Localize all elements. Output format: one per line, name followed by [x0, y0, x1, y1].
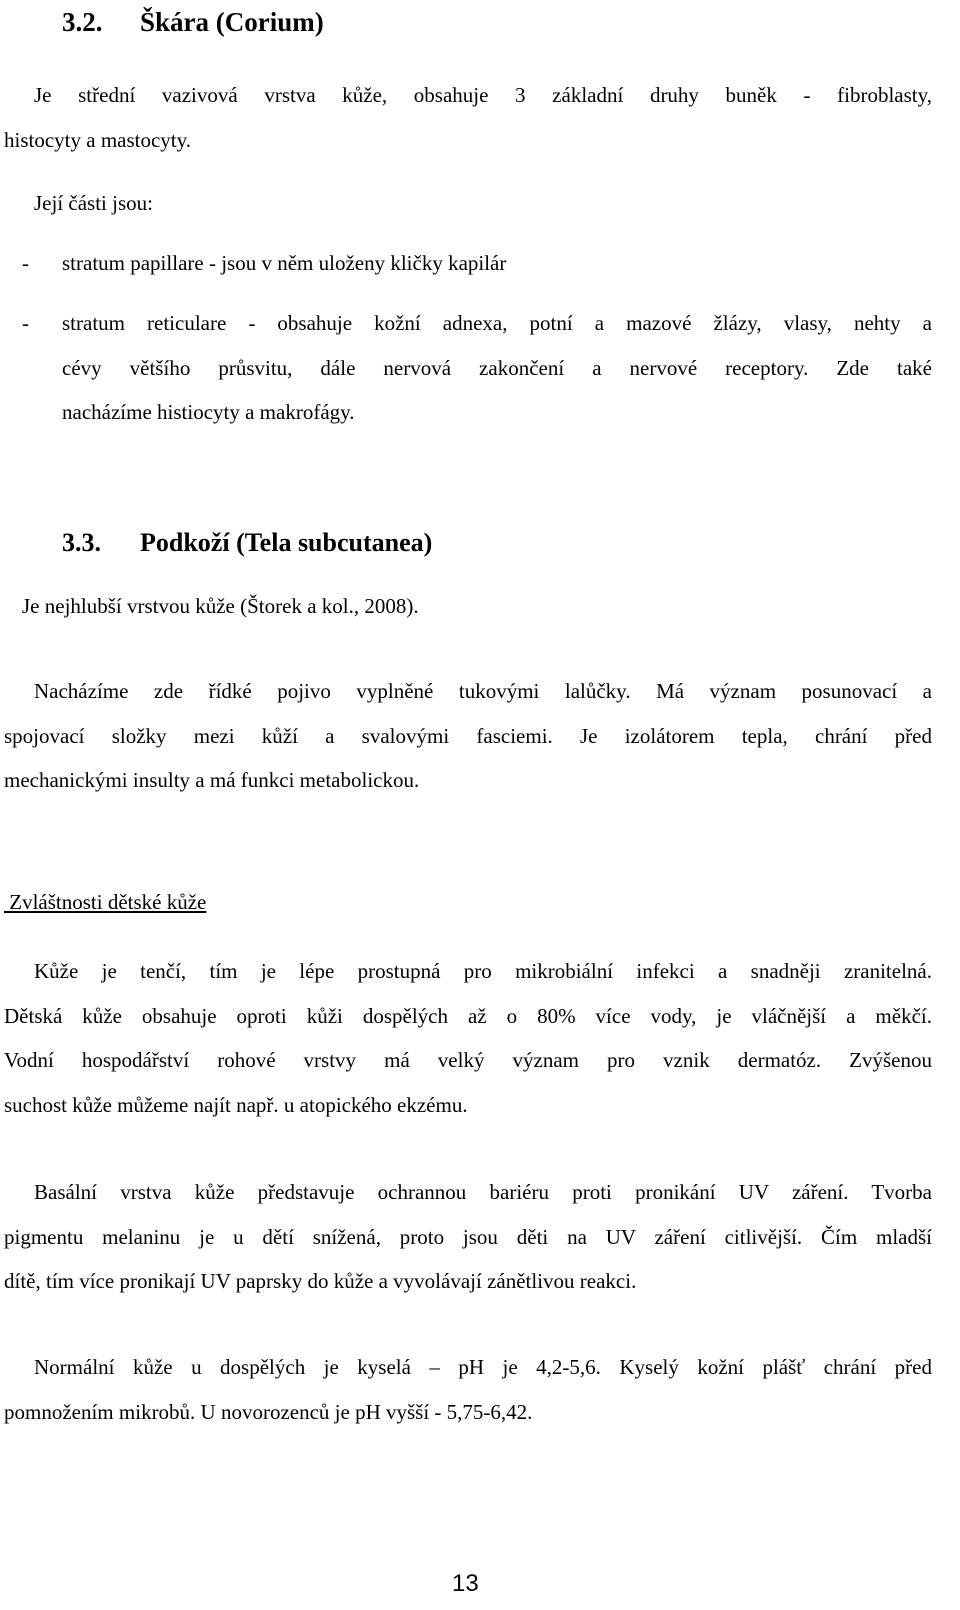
text-line: pomnožením mikrobů. U novorozenců je pH vyšší - 5,75-6,42. [4, 1399, 533, 1424]
text-line: Basální vrstva kůže představuje ochrannou bariéru proti pronikání UV záření. Tvorba [34, 1180, 932, 1204]
paragraph-corium-intro [4, 73, 932, 162]
text-line: nacházíme histiocyty a makrofágy. [62, 400, 355, 424]
page-number: 13 [452, 1570, 479, 1597]
list-item-text [62, 301, 932, 435]
list-dash: - [22, 311, 29, 335]
text-line: histocyty a mastocyty. [4, 127, 192, 152]
section-title: Škára (Corium) [140, 7, 324, 37]
text-line: suchost kůže můžeme najít např. u atopického ekzému. [4, 1092, 468, 1117]
text-line: pigmentu melaninu je u dětí snížená, proto jsou děti na UV záření citlivější. Čím mladší [4, 1224, 932, 1249]
paragraph-subcutis [4, 669, 932, 803]
text-line: stratum reticulare - obsahuje kožní adnexa, potní a mazové žlázy, vlasy, nehty a [62, 311, 932, 335]
list-item-text: stratum papillare - jsou v něm uloženy kličky kapilár [62, 251, 507, 275]
list-dash: - [22, 251, 29, 275]
text-line: Je nejhlubší vrstvou kůže (Štorek a kol., 2008). [22, 594, 419, 618]
list-item-stratum-papillare [22, 241, 932, 286]
text-line: Normální kůže u dospělých je kyselá – pH je 4,2-5,6. Kyselý kožní plášť chrání před [34, 1355, 932, 1379]
section-heading-3-3 [62, 527, 432, 559]
text-line: Její části jsou: [34, 191, 153, 215]
paragraph-children-skin-2 [4, 1170, 932, 1304]
text-line: Kůže je tenčí, tím je lépe prostupná pro mikrobiální infekci a snadněji zranitelná. [34, 959, 932, 983]
subsection-heading-children-skin: Zvláštnosti dětské kůže [4, 890, 207, 914]
subcutis-definition [22, 584, 922, 629]
text-line: Dětská kůže obsahuje oproti kůži dospělých až o 80% více vody, je vláčnější a měkčí. [4, 1003, 932, 1028]
text-line: Nacházíme zde řídké pojivo vyplněné tukovými lalůčky. Má význam posunovací a [34, 679, 932, 703]
text-line: mechanickými insulty a má funkci metabolickou. [4, 768, 420, 792]
paragraph-children-skin-1 [4, 949, 932, 1127]
text-line: cévy většího průsvitu, dále nervová zakončení a nervové receptory. Zde také [62, 355, 932, 380]
paragraph-children-skin-3 [4, 1345, 932, 1434]
parts-label [34, 181, 634, 226]
list-item-stratum-reticulare [22, 301, 932, 435]
section-title: Podkoží (Tela subcutanea) [140, 528, 433, 557]
section-number: 3.3. [62, 528, 101, 557]
text-line: Vodní hospodářství rohové vrstvy má velký význam pro vznik dermatóz. Zvýšenou [4, 1048, 932, 1072]
section-heading-3-2 [62, 6, 324, 38]
text-line: Je střední vazivová vrstva kůže, obsahuje 3 základní druhy buněk - fibroblasty, [34, 83, 932, 107]
text-line: dítě, tím více pronikají UV paprsky do kůže a vyvolávají zánětlivou reakci. [4, 1269, 637, 1293]
section-number: 3.2. [62, 7, 103, 37]
text-line: spojovací složky mezi kůží a svalovými fasciemi. Je izolátorem tepla, chrání před [4, 723, 932, 748]
